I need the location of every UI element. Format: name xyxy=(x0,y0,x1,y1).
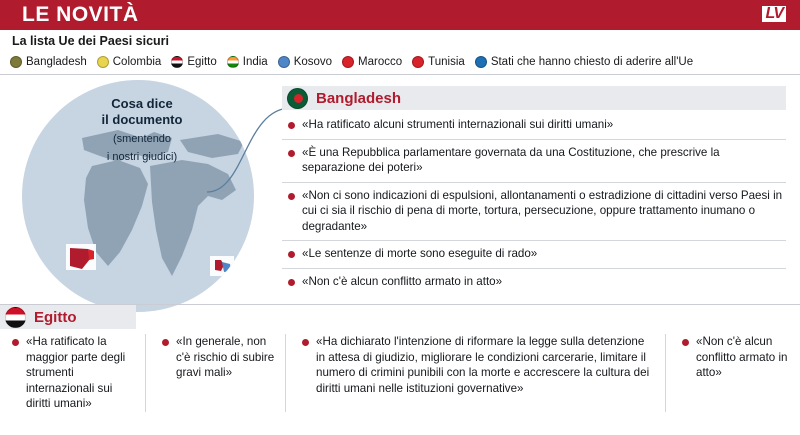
legend-item-tunisia xyxy=(412,56,465,68)
legend-label: Egitto xyxy=(187,56,217,68)
list-item xyxy=(282,269,786,296)
legend-label: Kosovo xyxy=(293,56,333,68)
legend-dot-icon xyxy=(171,56,183,68)
legend-dot-icon xyxy=(10,56,22,68)
bullet-icon xyxy=(682,339,689,346)
bullet-icon xyxy=(288,251,295,258)
bullet-icon xyxy=(288,279,295,286)
legend-item-colombia xyxy=(97,56,162,68)
legend-item-marocco xyxy=(342,56,402,68)
bullet-icon xyxy=(288,150,295,157)
bullet-icon xyxy=(162,339,169,346)
list-item xyxy=(0,334,146,412)
legend-dot-icon xyxy=(278,56,290,68)
list-item xyxy=(282,112,786,140)
legend-item-egitto xyxy=(171,56,216,68)
legend-item-candidati-ue xyxy=(475,56,693,68)
egitto-title: Egitto xyxy=(34,308,77,326)
globe-caption xyxy=(78,96,206,164)
legend-dot-icon xyxy=(342,56,354,68)
legend-dot-icon xyxy=(97,56,109,68)
list-item xyxy=(286,334,666,412)
globe-map xyxy=(22,80,272,312)
globe-caption-line2: il documento xyxy=(101,112,183,127)
list-item-text: «Ha ratificato la maggior parte degli strumenti internazionali sui diritti umani» xyxy=(26,335,126,410)
egitto-points-columns xyxy=(0,334,800,412)
list-item-text: «Ha ratificato alcuni strumenti internazionali sui diritti umani» xyxy=(302,118,614,131)
divider xyxy=(0,74,800,75)
legend-dot-icon xyxy=(227,56,239,68)
bangladesh-flag-icon xyxy=(287,88,308,109)
list-item-text: «Le sentenze di morte sono eseguite di rado» xyxy=(302,247,538,260)
globe-caption-line3: (smentendo xyxy=(112,133,172,145)
list-item-text: «È una Repubblica parlamentare governata da una Costituzione, che prescrive la separazione dei poteri» xyxy=(302,145,720,174)
header-bar xyxy=(0,0,800,30)
legend-label: Colombia xyxy=(112,56,162,68)
bullet-icon xyxy=(288,193,295,200)
egitto-header xyxy=(0,305,136,329)
globe-caption-line4: i nostri giudici) xyxy=(106,151,178,163)
bullet-icon xyxy=(302,339,309,346)
list-item xyxy=(146,334,286,412)
list-item-text: «Non ci sono indicazioni di espulsioni, allontanamenti o estradizione di cittadini verso Paesi in cui ci sia il rischio di pena di morte, tortura, persecuzione, oppure trattamento inumano o degradante» xyxy=(302,188,783,233)
list-item xyxy=(282,241,786,269)
list-item xyxy=(666,334,800,412)
legend-item-india xyxy=(227,56,268,68)
egypt-flag-icon xyxy=(5,307,26,328)
list-item xyxy=(282,183,786,242)
globe-caption-line1: Cosa dice xyxy=(111,96,173,111)
list-item-text: «Non c'è alcun conflitto armato in atto» xyxy=(302,274,503,288)
list-item-text: «Ha dichiarato l'intenzione di riformare la legge sulla detenzione in attesa di giudizio, migliorare le condizioni carcerarie, limitare il numero di crimini punibili con la morte e accrescere la cultura dei diritti umani nelle istituzioni governative» xyxy=(316,335,650,395)
legend-label: India xyxy=(242,56,268,68)
list-item xyxy=(282,140,786,183)
list-item-text: «Non c'è alcun conflitto armato in atto» xyxy=(696,335,788,379)
legend xyxy=(10,53,790,71)
bangladesh-title: Bangladesh xyxy=(316,89,402,107)
legend-label: Marocco xyxy=(358,56,403,68)
legend-dot-icon xyxy=(412,56,424,68)
legend-label: Stati che hanno chiesto di aderire all'Ue xyxy=(490,56,694,68)
page-title: LE NOVITÀ xyxy=(22,3,139,26)
publication-logo: LV xyxy=(762,6,786,22)
list-item-text: «In generale, non c'è rischio di subire gravi mali» xyxy=(176,335,275,379)
bangladesh-header xyxy=(282,86,786,110)
bangladesh-points-list xyxy=(282,112,786,295)
legend-label: Bangladesh xyxy=(26,56,87,68)
legend-label: Tunisia xyxy=(428,56,465,68)
subtitle: La lista Ue dei Paesi sicuri xyxy=(12,34,170,48)
legend-item-kosovo xyxy=(278,56,332,68)
legend-dot-icon xyxy=(475,56,487,68)
legend-item-bangladesh xyxy=(10,56,87,68)
bullet-icon xyxy=(12,339,19,346)
bullet-icon xyxy=(288,122,295,129)
